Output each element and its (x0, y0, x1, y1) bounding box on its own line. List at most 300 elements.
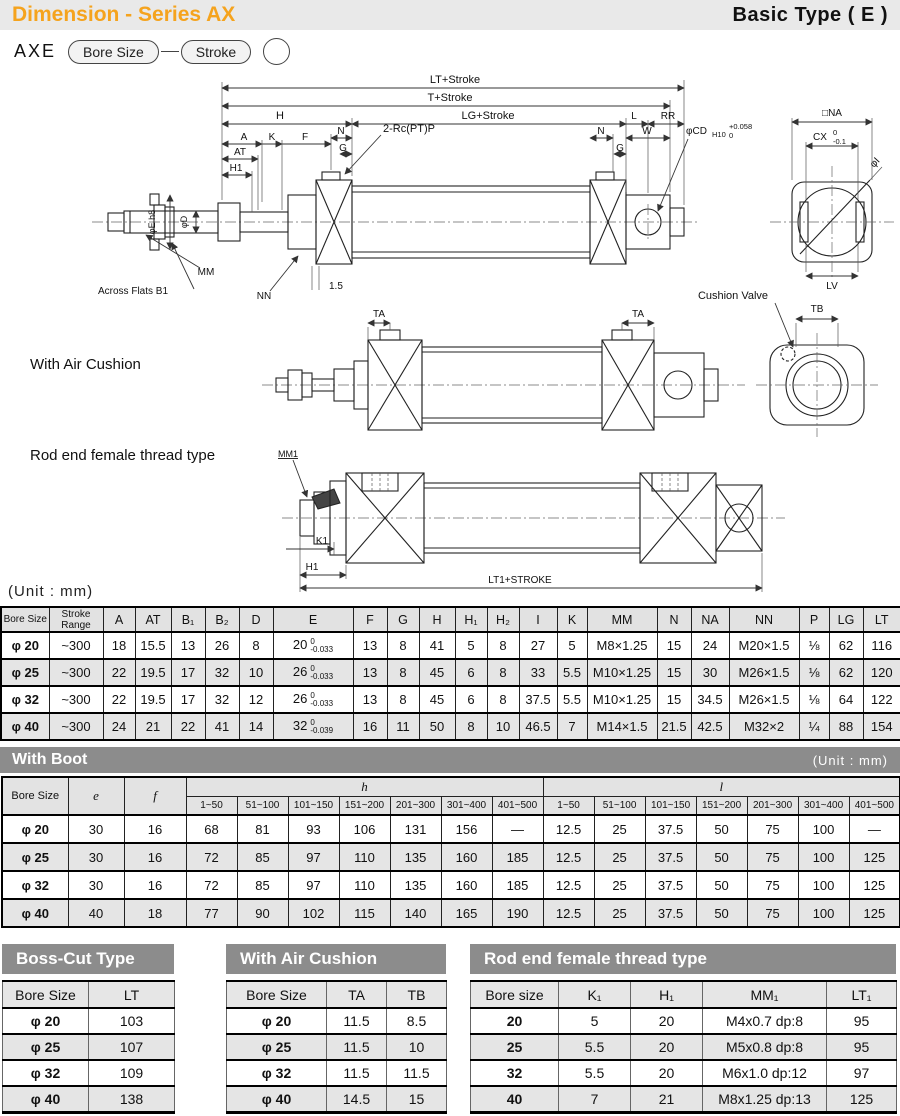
table-cell: 95 (827, 1008, 897, 1034)
table-cell: 62 (829, 632, 863, 659)
table-cell: 17 (171, 659, 205, 686)
table-cell: 107 (89, 1034, 175, 1060)
table-cell: 15 (387, 1086, 447, 1112)
cushion-end-view (756, 333, 878, 437)
table-cell: 25 (594, 815, 645, 843)
column-header: Bore size (471, 981, 559, 1008)
table-row (2, 843, 900, 871)
boss-cut-table (2, 980, 175, 1114)
table-cell: 5.5 (559, 1060, 631, 1086)
table-cell: 115 (339, 899, 390, 927)
column-header: 201~300 (390, 796, 441, 815)
table-cell: — (849, 815, 900, 843)
table-cell: ¼ (799, 713, 829, 740)
table-cell: 16 (124, 843, 186, 871)
table-cell: 13 (171, 632, 205, 659)
table-cell: 12 (239, 686, 273, 713)
table-cell: 16 (353, 713, 387, 740)
table-cell: 50 (696, 815, 747, 843)
table-cell: ~300 (49, 713, 103, 740)
cd-fit-label: H10 (712, 130, 726, 139)
dim-label-g-right: G (616, 143, 624, 154)
table-cell: 16 (124, 871, 186, 899)
table-row (3, 1060, 175, 1086)
column-header: AT (135, 607, 171, 632)
table-cell: 30 (68, 871, 124, 899)
table-cell: 64 (829, 686, 863, 713)
table-cell: 93 (288, 815, 339, 843)
table-cell: 27 (519, 632, 557, 659)
table-cell: 90 (237, 899, 288, 927)
table-cell: 50 (419, 713, 455, 740)
model-prefix: AXE (14, 41, 57, 61)
table-cell: 138 (89, 1086, 175, 1112)
column-header: 201~300 (747, 796, 798, 815)
table-row (471, 1060, 897, 1086)
table-cell: 41 (205, 713, 239, 740)
table-cell: 75 (747, 815, 798, 843)
k1-label: K1 (315, 536, 329, 547)
table-cell: 24 (691, 632, 729, 659)
table-cell: 20 0 -0.033 (273, 632, 353, 659)
table-cell: 15.5 (135, 632, 171, 659)
table-cell: 22 (103, 659, 135, 686)
table-cell: 32 (205, 686, 239, 713)
table-cell: 100 (798, 871, 849, 899)
cushion-side-view (262, 330, 745, 430)
mm-label: MM (197, 267, 215, 278)
dim-label-at: AT (233, 147, 247, 158)
table-cell: 11.5 (327, 1060, 387, 1086)
table-cell: φ 32 (3, 1060, 89, 1086)
table-row (1, 713, 900, 740)
table-cell: 8 (487, 686, 519, 713)
column-header: e (68, 777, 124, 815)
table-cell: 30 (691, 659, 729, 686)
table-cell: M10×1.25 (587, 686, 657, 713)
column-header: 401~500 (492, 796, 543, 815)
table-cell: 24 (103, 713, 135, 740)
rodend-title: Rod end female thread type (484, 949, 707, 968)
table-cell: 45 (419, 659, 455, 686)
table-cell: M4x0.7 dp:8 (703, 1008, 827, 1034)
table-row (2, 899, 900, 927)
with-air-cushion-label: With Air Cushion (30, 356, 141, 373)
table-row (227, 1060, 447, 1086)
table-cell: 100 (798, 899, 849, 927)
table-cell: 16 (124, 815, 186, 843)
table-cell: 34.5 (691, 686, 729, 713)
table-cell: 50 (696, 899, 747, 927)
table-cell: 12.5 (543, 815, 594, 843)
table-cell: 19.5 (135, 659, 171, 686)
table-cell: 8 (487, 632, 519, 659)
table-cell: 100 (798, 815, 849, 843)
table-cell: 106 (339, 815, 390, 843)
dimension-labels (98, 74, 882, 302)
table-cell: 160 (441, 871, 492, 899)
with-boot-table-section (1, 776, 899, 928)
table-cell: 18 (103, 632, 135, 659)
table-cell: 26 0 -0.033 (273, 659, 353, 686)
table-cell: 8 (239, 632, 273, 659)
dim-label-w: W (642, 126, 652, 137)
column-header: E (273, 607, 353, 632)
column-header: Bore Size (1, 607, 49, 632)
table-cell: 8 (487, 659, 519, 686)
table-cell: 30 (68, 843, 124, 871)
table-cell: φ 20 (2, 815, 68, 843)
table-cell: 75 (747, 871, 798, 899)
dim-label-rr: RR (660, 111, 676, 122)
table-cell: 6 (455, 686, 487, 713)
table-cell: φ 40 (1, 713, 49, 740)
column-header: H₂ (487, 607, 519, 632)
table-cell: 13 (353, 659, 387, 686)
table-cell: 81 (237, 815, 288, 843)
table-cell: — (492, 815, 543, 843)
cd-tol-top: +0.058 (729, 122, 753, 131)
with-boot-table (1, 776, 900, 928)
table-cell: M26×1.5 (729, 659, 799, 686)
column-header: 401~500 (849, 796, 900, 815)
column-header: 101~150 (645, 796, 696, 815)
column-header: Bore Size (227, 981, 327, 1008)
table-cell: 15 (657, 632, 691, 659)
column-header: TA (327, 981, 387, 1008)
table-cell: 21 (135, 713, 171, 740)
table-cell: 75 (747, 843, 798, 871)
column-header: H (419, 607, 455, 632)
table-row (1, 632, 900, 659)
cd-label: φCD (686, 126, 707, 137)
table-cell: M5x0.8 dp:8 (703, 1034, 827, 1060)
column-header: MM₁ (703, 981, 827, 1008)
table-cell: 7 (559, 1086, 631, 1112)
table-cell: 22 (171, 713, 205, 740)
table-row (2, 815, 900, 843)
cx-label: CX (813, 132, 827, 143)
gap-label: 1.5 (329, 281, 343, 292)
table-cell: 30 (68, 815, 124, 843)
column-header: LT₁ (827, 981, 897, 1008)
mm1-label: MM1 (278, 449, 298, 459)
column-header: Stroke Range (49, 607, 103, 632)
table-row (471, 1086, 897, 1112)
header-row (1, 607, 900, 632)
model-code-line (14, 38, 290, 65)
table-cell: 22 (103, 686, 135, 713)
header-row (3, 981, 175, 1008)
table-row (2, 871, 900, 899)
table-cell: 40 (471, 1086, 559, 1112)
air-cushion-title: With Air Cushion (240, 949, 378, 968)
column-header: 51~100 (594, 796, 645, 815)
column-header: LG (829, 607, 863, 632)
table-cell: 8 (455, 713, 487, 740)
rodend-table-section (470, 944, 896, 1114)
column-group-h: h (186, 777, 543, 796)
column-header: K (557, 607, 587, 632)
table-cell: 8 (387, 686, 419, 713)
column-header: 1~50 (543, 796, 594, 815)
column-header: D (239, 607, 273, 632)
table-cell: 25 (471, 1034, 559, 1060)
table-cell: φ 20 (1, 632, 49, 659)
table-cell: 21 (631, 1086, 703, 1112)
table-cell: 20 (471, 1008, 559, 1034)
table-row (3, 1008, 175, 1034)
unit-note: (Unit : mm) (8, 583, 94, 600)
dim-label-lt-stroke: LT+Stroke (429, 74, 481, 86)
table-cell: ⅛ (799, 632, 829, 659)
table-row (1, 659, 900, 686)
page-title: Dimension - Series AX (12, 3, 236, 26)
table-cell: 11.5 (327, 1034, 387, 1060)
dim-label-h: H (276, 110, 284, 122)
table-cell: 154 (863, 713, 900, 740)
table-cell: φ 25 (227, 1034, 327, 1060)
table-cell: 110 (339, 843, 390, 871)
table-cell: φ 20 (227, 1008, 327, 1034)
table-cell: 75 (747, 899, 798, 927)
table-cell: 165 (441, 899, 492, 927)
table-cell: 33 (519, 659, 557, 686)
header-row (227, 981, 447, 1008)
dim-label-n-left: N (337, 126, 345, 137)
table-cell: 88 (829, 713, 863, 740)
table-cell: 8.5 (387, 1008, 447, 1034)
column-header: f (124, 777, 186, 815)
cd-tol-bot: 0 (729, 131, 734, 140)
table-cell: 102 (288, 899, 339, 927)
table-cell: 160 (441, 843, 492, 871)
table-cell: 97 (288, 871, 339, 899)
table-cell: 10 (387, 1034, 447, 1060)
table-cell: M26×1.5 (729, 686, 799, 713)
table-cell: ⅛ (799, 659, 829, 686)
table-cell: 10 (239, 659, 273, 686)
column-header: H₁ (455, 607, 487, 632)
table-cell: φ 40 (2, 899, 68, 927)
column-header: B₂ (205, 607, 239, 632)
boss-cut-title: Boss-Cut Type (16, 949, 135, 968)
na-label: □NA (822, 108, 842, 119)
table-cell: 62 (829, 659, 863, 686)
table-row (227, 1008, 447, 1034)
table-cell: φ 40 (227, 1086, 327, 1112)
column-header: N (657, 607, 691, 632)
d-label: φD (179, 215, 189, 229)
bore-size-pill: Bore Size (68, 40, 159, 64)
table-cell: 20 (631, 1034, 703, 1060)
rodend-dims (278, 449, 762, 592)
table-cell: φ 25 (2, 843, 68, 871)
table-cell: 72 (186, 843, 237, 871)
stroke-pill: Stroke (181, 40, 251, 64)
basic-type-drawing (0, 62, 900, 310)
page-header-band (0, 0, 900, 30)
column-header: P (799, 607, 829, 632)
table-cell: 15 (657, 659, 691, 686)
table-cell: 46.5 (519, 713, 557, 740)
table-cell: 12.5 (543, 871, 594, 899)
table-cell: ~300 (49, 659, 103, 686)
flats-label: Across Flats B1 (98, 286, 169, 297)
table-cell: 85 (237, 843, 288, 871)
e-label: φE h8 (147, 209, 157, 235)
table-row (1, 686, 900, 713)
table-cell: 7 (557, 713, 587, 740)
column-header: A (103, 607, 135, 632)
table-cell: 8 (387, 632, 419, 659)
table-cell: 125 (849, 871, 900, 899)
column-header: 301~400 (441, 796, 492, 815)
rod-end-view (770, 166, 894, 278)
dimension-table (0, 606, 900, 741)
dim-label-h1: H1 (229, 163, 243, 174)
table-cell: 42.5 (691, 713, 729, 740)
table-cell: 37.5 (645, 899, 696, 927)
table-row (227, 1086, 447, 1112)
dim-label-a: A (240, 132, 248, 143)
table-cell: 13 (353, 632, 387, 659)
table-cell: 135 (390, 871, 441, 899)
dim-label-n-right: N (597, 126, 605, 137)
table-cell: 25 (594, 871, 645, 899)
table-cell: M32×2 (729, 713, 799, 740)
table-cell: 135 (390, 843, 441, 871)
table-cell: 125 (849, 899, 900, 927)
column-header: G (387, 607, 419, 632)
table-cell: 26 0 -0.033 (273, 686, 353, 713)
table-cell: 185 (492, 843, 543, 871)
with-boot-title: With Boot (12, 751, 88, 768)
table-cell: 12.5 (543, 843, 594, 871)
table-cell: 37.5 (645, 843, 696, 871)
table-cell: 68 (186, 815, 237, 843)
table-cell: 25 (594, 899, 645, 927)
table-cell: 125 (827, 1086, 897, 1112)
table-row (227, 1034, 447, 1060)
table-cell: 109 (89, 1060, 175, 1086)
table-cell: 8 (387, 659, 419, 686)
table-cell: 5.5 (557, 686, 587, 713)
table-row (471, 1008, 897, 1034)
dim-label-k: K (268, 132, 276, 143)
table-cell: 5.5 (559, 1034, 631, 1060)
table-cell: 95 (827, 1034, 897, 1060)
air-cushion-table-section (226, 944, 446, 1114)
table-cell: 85 (237, 871, 288, 899)
column-header: 151~200 (696, 796, 747, 815)
table-cell: M14×1.5 (587, 713, 657, 740)
table-cell: 40 (68, 899, 124, 927)
table-cell: 41 (419, 632, 455, 659)
column-header: I (519, 607, 557, 632)
rodend-section-label: Rod end female thread type (30, 447, 216, 464)
column-header: 1~50 (186, 796, 237, 815)
table-cell: 120 (863, 659, 900, 686)
column-header: Bore Size (2, 777, 68, 815)
table-cell: 13 (353, 686, 387, 713)
table-cell: φ 32 (1, 686, 49, 713)
table-row (3, 1034, 175, 1060)
column-header: NN (729, 607, 799, 632)
tb-label: TB (810, 304, 824, 315)
rodend-bar (470, 944, 896, 974)
i-label: φI (868, 155, 883, 171)
dimension-table-section (0, 606, 900, 741)
nn-label: NN (256, 291, 272, 302)
table-cell: 15 (657, 686, 691, 713)
table-cell: φ 32 (227, 1060, 327, 1086)
table-cell: 97 (288, 843, 339, 871)
column-header: 101~150 (288, 796, 339, 815)
dim-label-lg-stroke: LG+Stroke (461, 110, 515, 122)
table-cell: ⅛ (799, 686, 829, 713)
table-cell: ~300 (49, 686, 103, 713)
table-cell: ~300 (49, 632, 103, 659)
air-cushion-table (226, 980, 447, 1114)
rodend-side-view (282, 473, 785, 563)
table-cell: 77 (186, 899, 237, 927)
table-cell: 14 (239, 713, 273, 740)
table-cell: 11 (387, 713, 419, 740)
table-cell: 12.5 (543, 899, 594, 927)
table-cell: 97 (827, 1060, 897, 1086)
page-subtitle: Basic Type ( E ) (732, 3, 888, 26)
table-cell: 140 (390, 899, 441, 927)
dim-label-l: L (631, 111, 637, 122)
table-cell: φ 25 (1, 659, 49, 686)
port-label: 2-Rc(PT)P (383, 123, 435, 135)
table-cell: 5 (455, 632, 487, 659)
cx-tol-top: 0 (833, 128, 838, 137)
table-cell: 50 (696, 871, 747, 899)
column-header: 51~100 (237, 796, 288, 815)
column-group-l: l (543, 777, 900, 796)
table-cell: M10×1.25 (587, 659, 657, 686)
column-header: K₁ (559, 981, 631, 1008)
table-cell: 156 (441, 815, 492, 843)
table-cell: 11.5 (327, 1008, 387, 1034)
table-cell: 125 (849, 843, 900, 871)
table-cell: 5 (557, 632, 587, 659)
table-cell: 100 (798, 843, 849, 871)
column-header: LT (863, 607, 900, 632)
table-cell: 11.5 (387, 1060, 447, 1086)
column-header: 301~400 (798, 796, 849, 815)
table-cell: 32 0 -0.039 (273, 713, 353, 740)
column-header: Bore Size (3, 981, 89, 1008)
column-header: MM (587, 607, 657, 632)
column-header: LT (89, 981, 175, 1008)
table-cell: 5 (559, 1008, 631, 1034)
lt1-label: LT1+STROKE (488, 575, 552, 586)
table-cell: 116 (863, 632, 900, 659)
table-cell: φ 32 (2, 871, 68, 899)
table-cell: 20 (631, 1008, 703, 1034)
table-cell: 190 (492, 899, 543, 927)
air-cushion-bar (226, 944, 446, 974)
table-cell: M6x1.0 dp:12 (703, 1060, 827, 1086)
cushion-valve-label: Cushion Valve (697, 290, 769, 302)
table-cell: 72 (186, 871, 237, 899)
table-cell: 37.5 (519, 686, 557, 713)
lv-label: LV (826, 281, 838, 292)
table-cell: φ 40 (3, 1086, 89, 1112)
